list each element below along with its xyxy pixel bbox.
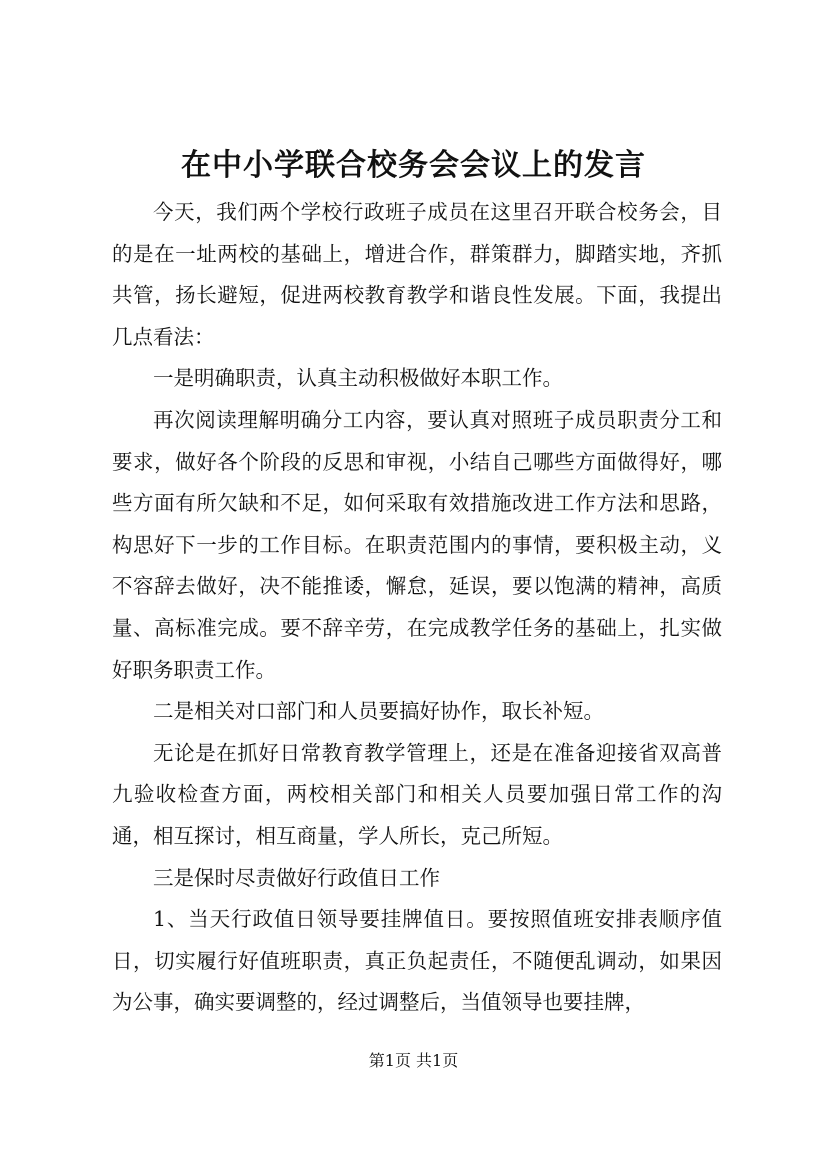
paragraph-intro: 今天，我们两个学校行政班子成员在这里召开联合校务会，目的是在一址两校的基础上，增进合作，群策群力，脚踏实地，齐抓共管，扬长避短，促进两校教育教学和谐良性发展。下面，我提出几点看法： [112,200,722,349]
page-footer: 第1页 共1页 [368,1051,459,1070]
document-title: 在中小学联合校务会会议上的发言 [181,148,646,183]
paragraph-point-one-heading: 一是明确职责，认真主动积极做好本职工作。 [153,366,563,391]
paragraph-point-three-heading: 三是保时尽责做好行政值日工作 [153,865,440,890]
document-body [112,192,722,1024]
paragraph-point-two-heading: 二是相关对口部门和人员要搞好协作，取长补短。 [153,699,604,724]
paragraph-point-three-item-one: 1、当天行政值日领导要挂牌值日。要按照值班安排表顺序值日，切实履行好值班职责，真正负起责任，不随便乱调动，如果因为公事，确实要调整的，经过调整后，当值领导也要挂牌， [112,907,722,1015]
paragraph-point-two-body: 无论是在抓好日常教育教学管理上，还是在准备迎接省双高普九验收检查方面，两校相关部门和相关人员要加强日常工作的沟通，相互探讨，相互商量，学人所长，克己所短。 [112,740,722,848]
paragraph-point-one-body: 再次阅读理解明确分工内容，要认真对照班子成员职责分工和要求，做好各个阶段的反思和审视，小结自己哪些方面做得好，哪些方面有所欠缺和不足，如何采取有效措施改进工作方法和思路，构思好下一步的工作目标。在职责范围内的事情，要积极主动，义不容辞去做好，决不能推诿，懈怠，延误，要以饱满的精神，高质量、高标准完成。要不辞辛劳，在完成教学任务的基础上，扎实做好职务职责工作。 [112,407,722,682]
